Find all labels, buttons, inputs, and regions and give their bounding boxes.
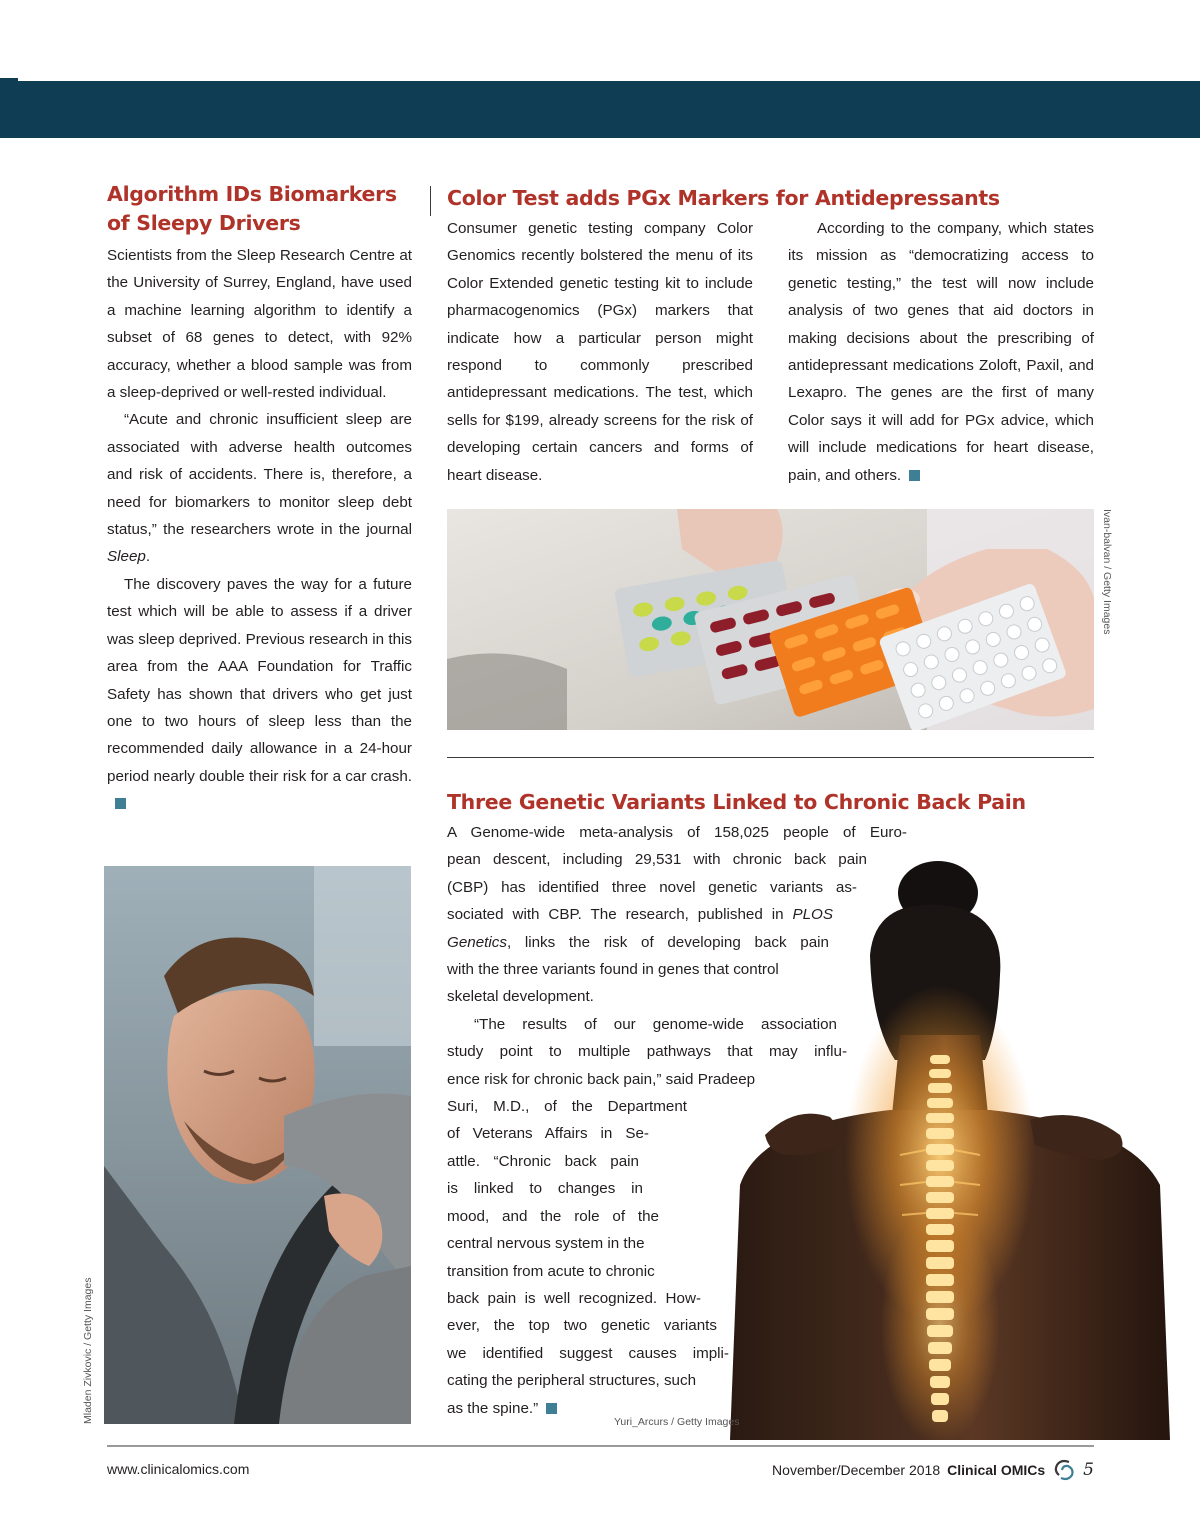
text-line: (CBP) has identified three novel genetic variants as-	[447, 878, 857, 896]
photo-credit: Mladen Zivkovic / Getty Images	[82, 1277, 94, 1424]
journal-name: Sleep	[107, 548, 146, 566]
section-divider	[447, 757, 1094, 758]
text-line	[447, 929, 829, 956]
text-line: transition from acute to chronic	[447, 1262, 655, 1280]
paragraph-text: The discovery paves the way for a future test which will be able to assess if a driver was sleep deprived. Previous research in this area from the AAA Foundation for Traffic Safety has shown that drivers who get just one to two hours of sleep less than the recommended daily allowance in a 24-hour period nearly double their risk for a car crash.	[107, 575, 412, 785]
header-band	[0, 81, 1200, 138]
paragraph	[107, 571, 412, 818]
pills-image	[447, 509, 1094, 730]
footer-meta	[772, 1458, 1094, 1482]
clinical-omics-logo-icon	[1053, 1458, 1075, 1482]
text-fragment: as the spine.”	[447, 1399, 539, 1417]
text-line: back pain is well recognized. How-	[447, 1289, 701, 1307]
text-line: “The results of our genome-wide association	[474, 1015, 837, 1033]
photo-credit: Yuri_Arcurs / Getty Images	[614, 1416, 740, 1428]
text-line: we identified suggest causes impli-	[447, 1344, 729, 1362]
article-title: Algorithm IDs Biomarkers of Sleepy Drivers	[107, 182, 397, 235]
end-mark-icon	[909, 470, 920, 481]
article-title: Color Test adds PGx Markers for Antidepressants	[447, 186, 1000, 210]
text-line: ence risk for chronic back pain,” said Pradeep	[447, 1070, 756, 1088]
footer-url[interactable]: www.clinicalomics.com	[107, 1461, 250, 1477]
footer-divider	[107, 1445, 1094, 1447]
paragraph: Consumer genetic testing company Color Genomics recently bolstered the menu of its Color Extended genetic testing kit to include pharmacogenomics (PGx) markers that indicate how a particular person might respond to commonly prescribed antidepressant medications. The test, which sells for $199, already screens for the risk of developing certain cancers and forms of heart disease.	[447, 220, 753, 484]
text-line: Suri, M.D., of the Department	[447, 1098, 687, 1116]
text-line: attle. “Chronic back pain	[447, 1152, 639, 1170]
article-sleepy-drivers	[107, 180, 412, 818]
article-title: Three Genetic Variants Linked to Chronic Back Pain	[447, 790, 1026, 814]
text-line: pean descent, including 29,531 with chronic back pain	[447, 851, 867, 869]
text-line: cating the peripheral structures, such	[447, 1372, 697, 1390]
paragraph-text: According to the company, which states its mission as “democratizing access to genetic testing,” the test will now include analysis of two genes that aid doctors in making decisions about the prescribing of antidepressant medications Zoloft, Paxil, and Lexapro. The genes are the first of many Color says it will add for PGx advice, which will include medications for heart disease, pain, and others.	[788, 220, 1094, 484]
paragraph: Scientists from the Sleep Research Centre at the University of Surrey, England, have used a machine learning algorithm to identify a subset of 68 genes to detect, with 92% accuracy, whether a blood sample was from a sleep-deprived or well-rested individual.	[107, 247, 412, 402]
text-line: ever, the top two genetic variants	[447, 1317, 717, 1335]
end-mark-icon	[115, 798, 126, 809]
photo-credit: Ivan-balvan / Getty Images	[1101, 509, 1113, 635]
paragraph-end: .	[145, 548, 151, 566]
text-line	[447, 901, 833, 928]
text-line: skeletal development.	[447, 988, 594, 1006]
text-line: is linked to changes in	[447, 1180, 643, 1198]
paragraph	[788, 215, 1094, 489]
sleepy-driver-photo	[104, 866, 411, 1424]
issue-date: November/December 2018	[772, 1462, 941, 1478]
text-line: A Genome-wide meta-analysis of 158,025 people of Euro-	[447, 824, 907, 841]
text-line: study point to multiple pathways that may influ-	[447, 1043, 847, 1061]
text-fragment: sociated with CBP. The research, published in	[447, 906, 784, 924]
text-fragment: , links the risk of developing back pain	[506, 933, 829, 951]
paragraph-text: “Acute and chronic insufficient sleep are associated with adverse health outcomes and risk of accidents. There is, therefore, a need for biomarkers to monitor sleep debt status,” the researchers wrote in the journal	[107, 411, 412, 539]
page-number: 5	[1083, 1460, 1094, 1480]
text-line: central nervous system in the	[447, 1235, 645, 1253]
paragraph	[107, 406, 412, 570]
text-line: of Veterans Affairs in Se-	[447, 1125, 649, 1143]
text-line: with the three variants found in genes that control	[447, 961, 779, 979]
journal-name: Genetics	[447, 933, 507, 951]
text-line: mood, and the role of the	[447, 1207, 659, 1225]
column-divider	[430, 186, 431, 216]
article-chronic-back-pain	[447, 819, 917, 1422]
publication-name: Clinical OMICs	[947, 1462, 1046, 1478]
pills-photo	[447, 509, 1094, 730]
driver-image	[104, 866, 411, 1424]
journal-name: PLOS	[792, 906, 833, 924]
end-mark-icon	[546, 1403, 557, 1414]
